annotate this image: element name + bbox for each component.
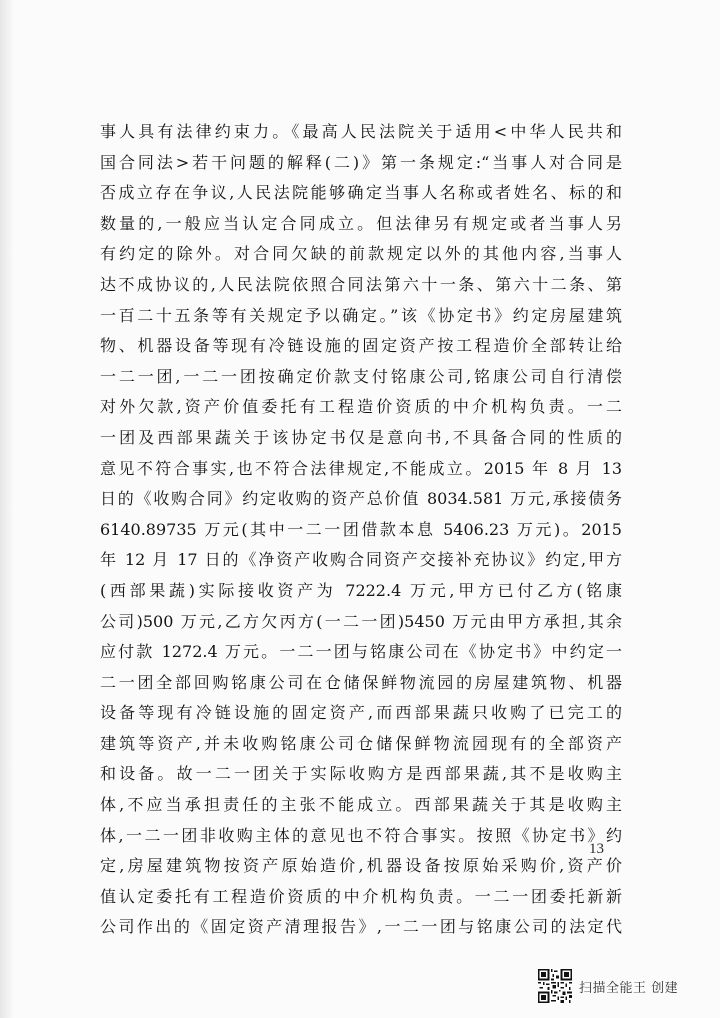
text-line: 公司)500 万元,乙方欠丙方(一二一团)5450 万元由甲方承担,其余 <box>100 611 622 631</box>
text-line: 国合同法>若干问题的解释(二)》第一条规定:“当事人对合同是 <box>100 152 622 172</box>
text-line: 意见不符合事实,也不符合法律规定,不能成立。2015 年 8 月 13 <box>100 458 622 478</box>
text-line: 建筑等资产,并未收购铭康公司仓储保鲜物流园现有的全部资产 <box>100 733 622 753</box>
text-line: 设备等现有冷链设施的固定资产,而西部果蔬只收购了已完工的 <box>100 703 622 723</box>
text-line: 应付款 1272.4 万元。一二一团与铭康公司在《协定书》中约定一 <box>100 642 622 662</box>
text-line: 定,房屋建筑物按资产原始造价,机器设备按原始采购价,资产价 <box>100 856 622 876</box>
text-line: 体,不应当承担责任的主张不能成立。西部果蔬关于其是收购主 <box>100 795 622 815</box>
text-line: 二一团全部回购铭康公司在仓储保鲜物流园的房屋建筑物、机器 <box>100 672 622 692</box>
text-line: 公司作出的《固定资产清理报告》,一二一团与铭康公司的法定代 <box>100 917 622 937</box>
text-line: 有约定的除外。对合同欠缺的前款规定以外的其他内容,当事人 <box>100 244 622 264</box>
scanner-brand-label: 扫描全能王 创建 <box>579 980 679 996</box>
text-line: 体,一二一团非收购主体的意见也不符合事实。按照《协定书》约 <box>100 825 622 845</box>
scanner-watermark <box>538 968 678 1004</box>
text-line: 值认定委托有工程造价资质的中介机构负责。一二一团委托新新 <box>100 886 622 906</box>
text-line: 一二一团,一二一团按确定价款支付铭康公司,铭康公司自行清偿 <box>100 366 622 386</box>
text-line: 一百二十五条等有关规定予以确定。”该《协定书》约定房屋建筑 <box>100 305 622 325</box>
text-line: 对外欠款,资产价值委托有工程造价资质的中介机构负责。一二 <box>100 397 622 417</box>
text-line: (西部果蔬)实际接收资产为 7222.4 万元,甲方已付乙方(铭康 <box>100 580 622 600</box>
text-line: 和设备。故一二一团关于实际收购方是西部果蔬,其不是收购主 <box>100 764 622 784</box>
text-line: 6140.89735 万元(其中一二一团借款本息 5406.23 万元)。2015 <box>100 519 622 539</box>
text-line: 数量的,一般应当认定合同成立。但法律另有规定或者当事人另 <box>100 213 622 233</box>
text-line: 否成立存在争议,人民法院能够确定当事人名称或者姓名、标的和 <box>100 183 622 203</box>
qr-code-icon <box>538 969 572 1003</box>
body-text <box>100 117 622 943</box>
text-line: 年 12 月 17 日的《净资产收购合同资产交接补充协议》约定,甲方 <box>100 550 622 570</box>
text-line: 事人具有法律约束力。《最高人民法院关于适用<中华人民共和 <box>100 122 622 141</box>
text-line: 物、机器设备等现有冷链设施的固定资产按工程造价全部转让给 <box>100 336 622 356</box>
text-line: 一团及西部果蔬关于该协定书仅是意向书,不具备合同的性质的 <box>100 427 622 447</box>
text-line: 日的《收购合同》约定收购的资产总价值 8034.581 万元,承接债务 <box>100 489 622 509</box>
page-number: 13 <box>589 841 604 857</box>
text-line: 达不成协议的,人民法院依照合同法第六十一条、第六十二条、第 <box>100 274 622 294</box>
scan-edge-shadow <box>0 0 14 1018</box>
